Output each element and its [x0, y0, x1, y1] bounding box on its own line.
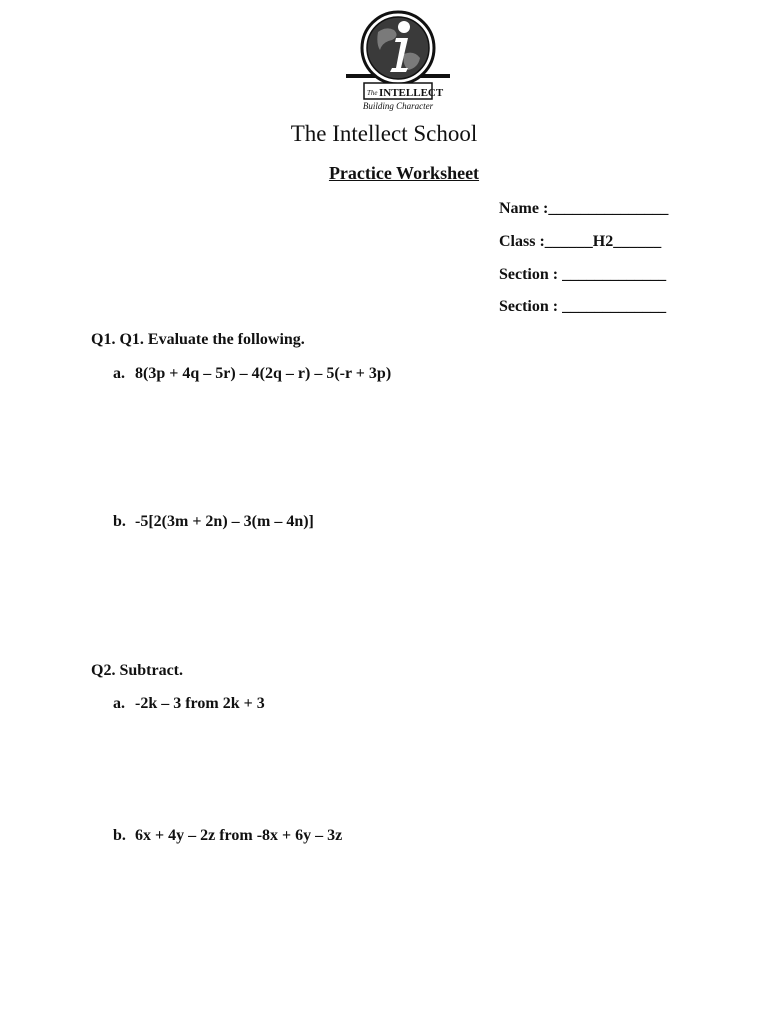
question-2a-label: a.: [113, 695, 125, 712]
logo-tagline: Building Character: [362, 101, 434, 111]
question-1a-label: a.: [113, 365, 125, 382]
class-field: Class :______H2______: [499, 233, 662, 250]
intellect-logo-icon: [346, 12, 450, 99]
question-1-heading: Q1. Q1. Evaluate the following.: [91, 331, 305, 348]
question-1a-text: 8(3p + 4q – 5r) – 4(2q – r) – 5(-r + 3p): [135, 365, 392, 382]
school-name: The Intellect School: [290, 121, 478, 146]
question-2b-label: b.: [113, 827, 126, 844]
question-2a-text: -2k – 3 from 2k + 3: [135, 695, 265, 712]
question-2-heading: Q2. Subtract.: [91, 662, 183, 679]
name-field: Name :_______________: [499, 200, 669, 217]
logo-brand-name: INTELLECT: [379, 87, 444, 99]
question-1b-label: b.: [113, 513, 126, 530]
question-2b-text: 6x + 4y – 2z from -8x + 6y – 3z: [135, 827, 343, 844]
section-field-2: Section : _____________: [499, 298, 667, 315]
school-logo: [338, 10, 458, 114]
worksheet-title: Practice Worksheet: [328, 163, 480, 183]
question-1b-text: -5[2(3m + 2n) – 3(m – 4n)]: [135, 513, 314, 530]
section-field-1: Section : _____________: [499, 266, 667, 283]
logo-brand-small: The: [367, 89, 378, 97]
